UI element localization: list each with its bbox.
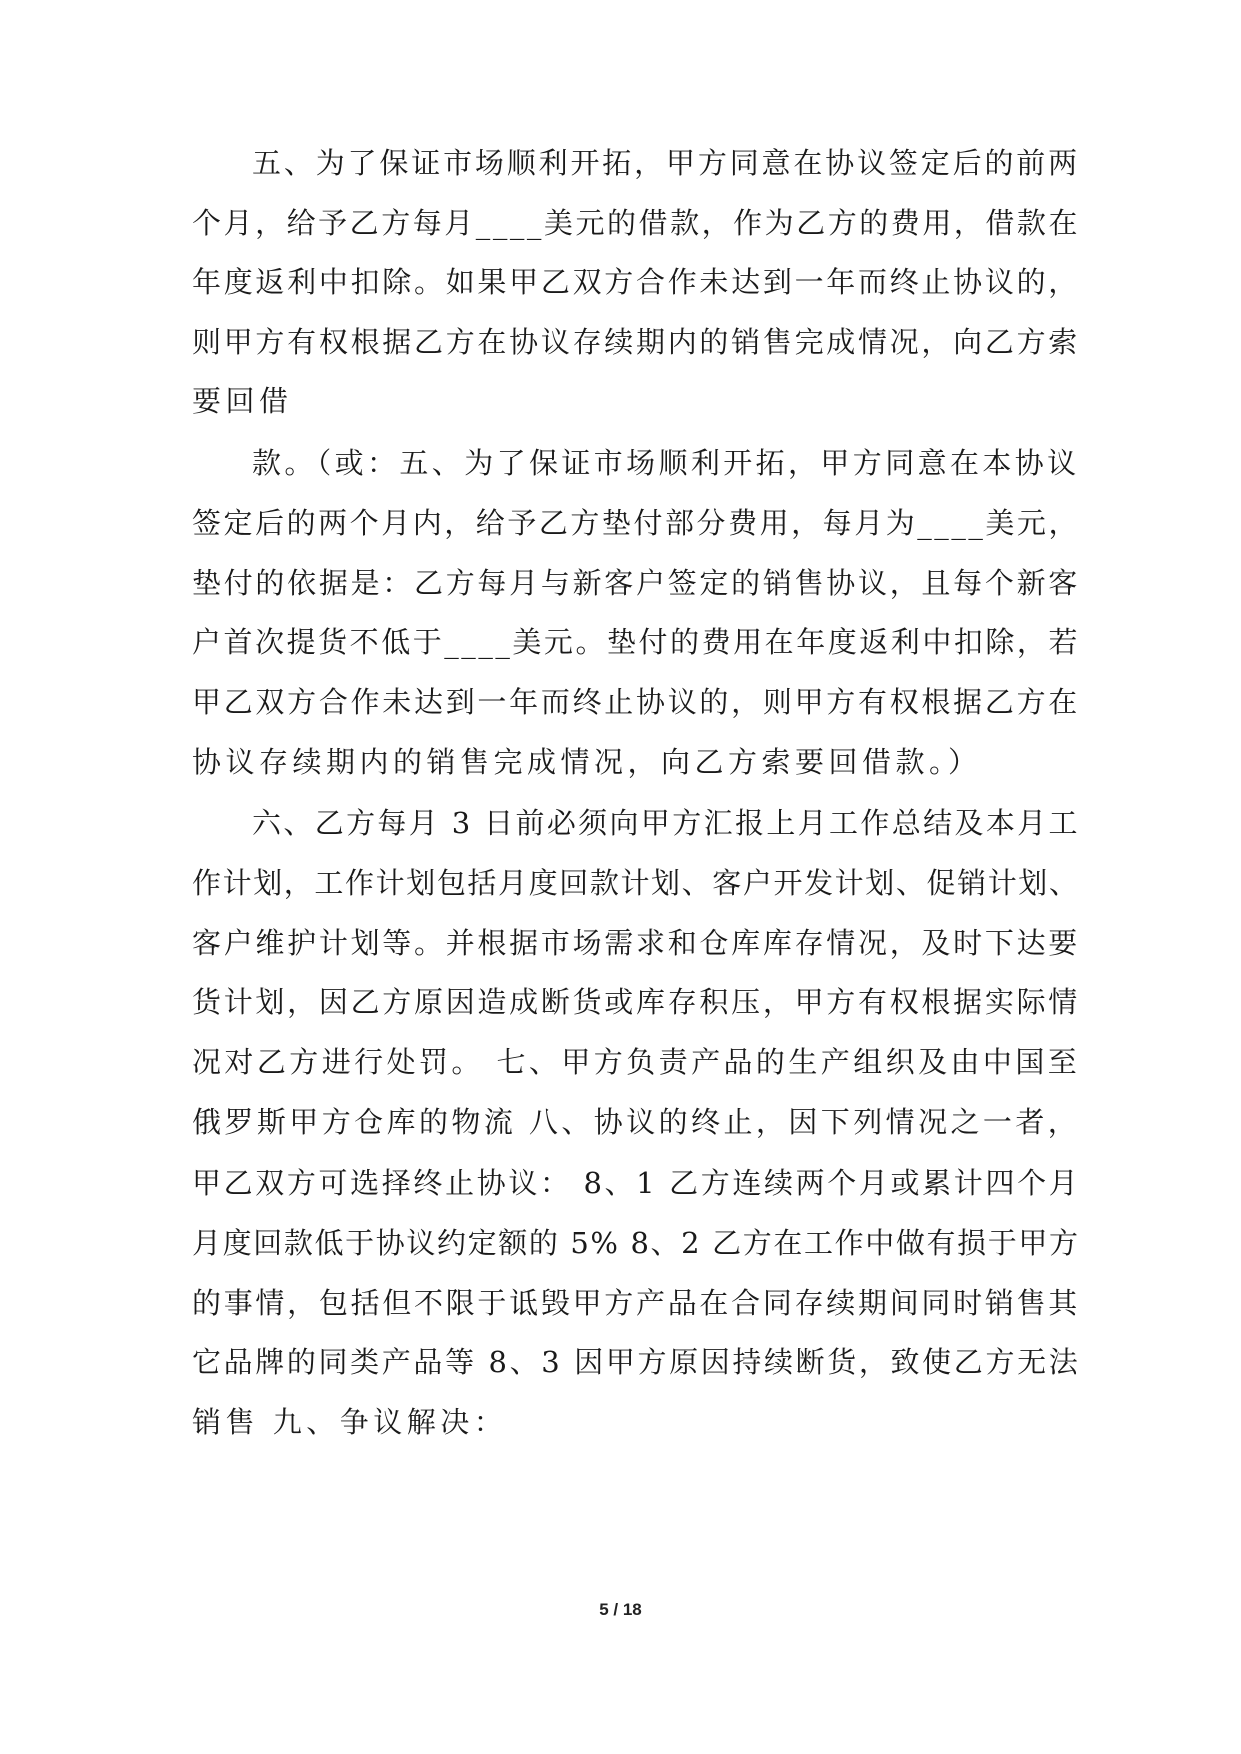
page-number: 5 / 18 — [599, 1600, 642, 1619]
text-line: 客户维护计划等。并根据市场需求和仓库库存情况，及时下达要 — [192, 926, 1081, 960]
text-line: 作计划，工作计划包括月度回款计划、客户开发计划、促销计划、 — [192, 866, 1080, 900]
text-line: 甲乙双方合作未达到一年而终止协议的，则甲方有权根据乙方在 — [192, 685, 1081, 719]
text-line: 五、为了保证市场顺利开拓，甲方同意在协议签定后的前两 — [252, 146, 1081, 180]
text-line: 则甲方有权根据乙方在协议存续期内的销售完成情况，向乙方索 — [192, 325, 1081, 359]
text-line: 户首次提货不低于____美元。垫付的费用在年度返利中扣除，若 — [192, 625, 1081, 659]
text-line: 甲乙双方可选择终止协议： 8、1 乙方连续两个月或累计四个月 — [192, 1166, 1081, 1200]
text-line: 货计划，因乙方原因造成断货或库存积压，甲方有权根据实际情 — [192, 985, 1081, 1019]
text-line: 月度回款低于协议约定额的 5% 8、2 乙方在工作中做有损于甲方 — [192, 1226, 1080, 1260]
text-line: 况对乙方进行处罚。 七、甲方负责产品的生产组织及由中国至 — [192, 1045, 1081, 1079]
text-line: 款。（或：五、为了保证市场顺利开拓，甲方同意在本协议 — [252, 446, 1080, 480]
text-line: 要回借 — [192, 384, 293, 418]
text-line: 年度返利中扣除。如果甲乙双方合作未达到一年而终止协议的， — [192, 265, 1081, 299]
text-line: 垫付的依据是：乙方每月与新客户签定的销售协议，且每个新客 — [192, 566, 1081, 600]
text-line: 销售 九、争议解决： — [192, 1405, 508, 1439]
text-line: 个月，给予乙方每月____美元的借款，作为乙方的费用，借款在 — [192, 206, 1081, 240]
text-line: 的事情，包括但不限于诋毁甲方产品在合同存续期间同时销售其 — [192, 1286, 1081, 1320]
text-line: 签定后的两个月内，给予乙方垫付部分费用，每月为____美元， — [192, 506, 1081, 540]
text-line: 协议存续期内的销售完成情况，向乙方索要回借款。） — [192, 745, 982, 779]
text-line: 它品牌的同类产品等 8、3 因甲方原因持续断货，致使乙方无法 — [192, 1345, 1081, 1379]
text-line: 六、乙方每月 3 日前必须向甲方汇报上月工作总结及本月工 — [252, 806, 1080, 840]
text-line: 俄罗斯甲方仓库的物流 八、协议的终止，因下列情况之一者， — [192, 1105, 1081, 1139]
